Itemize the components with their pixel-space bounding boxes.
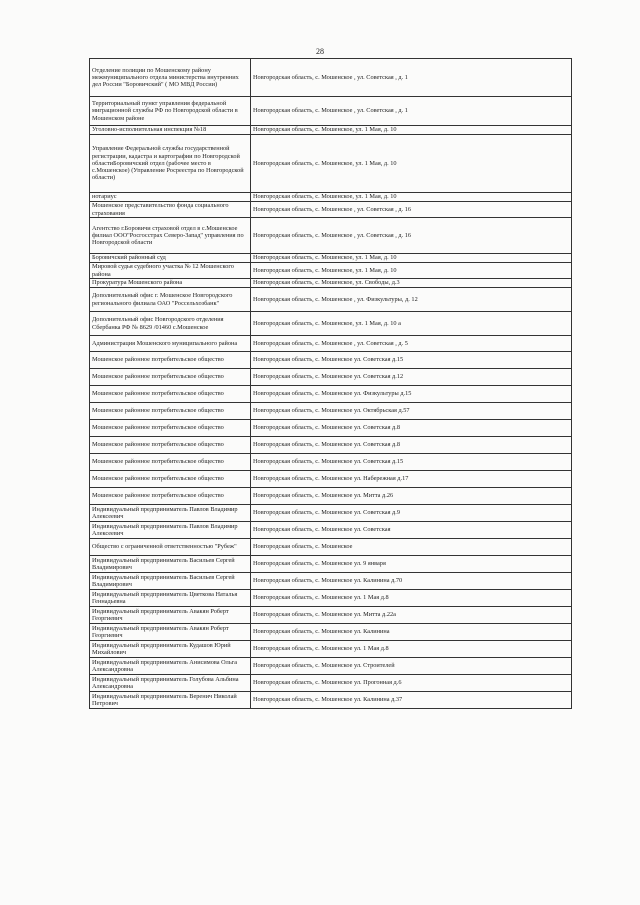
address-cell: Новгородская область, с. Мошенское ул. Советская д.8 <box>251 437 572 454</box>
address-cell: Новгородская область, с. Мошенское ул. Советская д.15 <box>251 352 572 369</box>
address-cell: Новгородская область, с. Мошенское, ул. 1 Мая, д. 10 <box>251 135 572 193</box>
address-cell: Новгородская область, с. Мошенское , ул. Физкультуры, д. 12 <box>251 288 572 312</box>
organization-name-cell: Дополнительный офис Новгородского отделения Сбербанка РФ № 8629 /01460 с.Мошенское <box>90 312 251 336</box>
address-cell: Новгородская область, с. Мошенское, ул. 1 Мая, д. 10 <box>251 263 572 279</box>
table-row <box>90 539 572 556</box>
table-row <box>90 126 572 135</box>
table-row <box>90 607 572 624</box>
organization-name-cell: Индивидуальный предприниматель Авакян Роберт Георгиевич <box>90 624 251 641</box>
address-cell: Новгородская область, с. Мошенское ул. Советская д.12 <box>251 369 572 386</box>
organization-name-cell: Уголовно-исполнительная инспекция №18 <box>90 126 251 135</box>
table-row <box>90 254 572 263</box>
table-row <box>90 403 572 420</box>
organization-name-cell: Индивидуальный предприниматель Цветкова Наталья Геннадьевна <box>90 590 251 607</box>
address-cell: Новгородская область, с. Мошенское ул. Советская д.9 <box>251 505 572 522</box>
table-row <box>90 386 572 403</box>
address-cell: Новгородская область, с. Мошенское ул. Физкультуры д.15 <box>251 386 572 403</box>
address-cell: Новгородская область, с. Мошенское, ул. Свободы, д.3 <box>251 279 572 288</box>
table-row <box>90 352 572 369</box>
organization-name-cell: Боровичский районный суд <box>90 254 251 263</box>
organizations-table-body <box>90 59 572 709</box>
table-row <box>90 263 572 279</box>
address-cell: Новгородская область, с. Мошенское ул. Советская <box>251 522 572 539</box>
address-cell: Новгородская область, с. Мошенское ул. 9 января <box>251 556 572 573</box>
table-row <box>90 193 572 202</box>
address-cell: Новгородская область, с. Мошенское ул. Калинина д.37 <box>251 692 572 709</box>
organization-name-cell: Мировой судья судебного участка № 12 Мошенского района <box>90 263 251 279</box>
organization-name-cell: Прокуратура Мошенского района <box>90 279 251 288</box>
address-cell: Новгородская область, с. Мошенское ул. 1 Мая д.8 <box>251 590 572 607</box>
organization-name-cell: Индивидуальный предприниматель Павлов Владимир Алексеевич <box>90 505 251 522</box>
organization-name-cell: Индивидуальный предприниматель Васильев Сергей Владимирович <box>90 556 251 573</box>
table-row <box>90 437 572 454</box>
table-row <box>90 522 572 539</box>
address-cell: Новгородская область, с. Мошенское, ул. 1 Мая, д. 10 <box>251 126 572 135</box>
organization-name-cell: Индивидуальный предприниматель Веренич Николай Петрович <box>90 692 251 709</box>
table-row <box>90 471 572 488</box>
organization-name-cell: Мошенское районное потребительское общество <box>90 369 251 386</box>
table-row <box>90 135 572 193</box>
table-row <box>90 675 572 692</box>
table-row <box>90 97 572 126</box>
table-row <box>90 312 572 336</box>
organization-name-cell: Мошенское районное потребительское общество <box>90 471 251 488</box>
table-row <box>90 641 572 658</box>
organization-name-cell: Дополнительный офис г. Мошенское Новгородского регионального филиала ОАО "Россельхозбанк" <box>90 288 251 312</box>
table-row <box>90 218 572 254</box>
address-cell: Новгородская область, с. Мошенское ул. Калинина <box>251 624 572 641</box>
organization-name-cell: Индивидуальный предприниматель Авакян Роберт Георгиевич <box>90 607 251 624</box>
address-cell: Новгородская область, с. Мошенское , ул. Советская , д. 16 <box>251 202 572 218</box>
organizations-table <box>89 58 572 709</box>
address-cell: Новгородская область, с. Мошенское ул. 1 Мая д.8 <box>251 641 572 658</box>
organization-name-cell: Мошенское районное потребительское общество <box>90 437 251 454</box>
organization-name-cell: Агентство г.Боровичи страховой отдел в с.Мошенское филиал ООО"Росгосстрах Северо-Запад" управления по Новгородской области <box>90 218 251 254</box>
organization-name-cell: Мошенское районное потребительское общество <box>90 420 251 437</box>
organization-name-cell: Мошенское районное потребительское общество <box>90 488 251 505</box>
table-row <box>90 202 572 218</box>
table-row <box>90 573 572 590</box>
organization-name-cell: Индивидуальный предприниматель Анисимова Ольга Александровна <box>90 658 251 675</box>
address-cell: Новгородская область, с. Мошенское, ул. 1 Мая, д. 10 а <box>251 312 572 336</box>
address-cell: Новгородская область, с. Мошенское ул. Прогонная д.6 <box>251 675 572 692</box>
address-cell: Новгородская область, с. Мошенское ул. Советская д.8 <box>251 420 572 437</box>
table-row <box>90 488 572 505</box>
address-cell: Новгородская область, с. Мошенское ул. Набережная д.17 <box>251 471 572 488</box>
organization-name-cell: Территориальный пункт управления федеральной миграционной службы РФ по Новгородской области в Мошенском районе <box>90 97 251 126</box>
table-row <box>90 624 572 641</box>
table-row <box>90 590 572 607</box>
table-row <box>90 369 572 386</box>
organization-name-cell: Управление Федеральной службы государственной регистрации, кадастра и картографии по Новгородской областиБоровичский отдел (рабочее место в с.Мошенское) (Управление Росреестра по Новгородской области) <box>90 135 251 193</box>
address-cell: Новгородская область, с. Мошенское <box>251 539 572 556</box>
organization-name-cell: Мошенское районное потребительское общество <box>90 386 251 403</box>
organization-name-cell: Общество с ограниченной ответственностью "Рубеж" <box>90 539 251 556</box>
address-cell: Новгородская область, с. Мошенское ул. Митта д.26 <box>251 488 572 505</box>
address-cell: Новгородская область, с. Мошенское, ул. 1 Мая, д. 10 <box>251 254 572 263</box>
organization-name-cell: Мошенское районное потребительское общество <box>90 454 251 471</box>
address-cell: Новгородская область, с. Мошенское ул. Советская д.15 <box>251 454 572 471</box>
table-row <box>90 59 572 97</box>
table-row <box>90 420 572 437</box>
organization-name-cell: Мошенское районное потребительское общество <box>90 352 251 369</box>
organization-name-cell: Индивидуальный предприниматель Васильев Сергей Владимирович <box>90 573 251 590</box>
address-cell: Новгородская область, с. Мошенское ул. Митта д.22а <box>251 607 572 624</box>
organization-name-cell: Индивидуальный предприниматель Павлов Владимир Алексеевич <box>90 522 251 539</box>
table-row <box>90 454 572 471</box>
organization-name-cell: Индивидуальный предприниматель Кудашов Юрий Михайлович <box>90 641 251 658</box>
address-cell: Новгородская область, с. Мошенское , ул. Советская , д. 1 <box>251 59 572 97</box>
page-number: 28 <box>316 47 324 56</box>
organization-name-cell: Администрация Мошенского муниципального района <box>90 336 251 352</box>
address-cell: Новгородская область, с. Мошенское ул. Строителей <box>251 658 572 675</box>
address-cell: Новгородская область, с. Мошенское, ул. 1 Мая, д. 10 <box>251 193 572 202</box>
table-row <box>90 505 572 522</box>
address-cell: Новгородская область, с. Мошенское , ул. Советская , д. 1 <box>251 97 572 126</box>
organization-name-cell: Отделение полиции по Мошенскому району межмуниципального отдела министерства внутренних дел России "Боровичский" ( МО МВД России) <box>90 59 251 97</box>
table-row <box>90 658 572 675</box>
organization-name-cell: нотариус <box>90 193 251 202</box>
organization-name-cell: Мошенское районное потребительское общество <box>90 403 251 420</box>
address-cell: Новгородская область, с. Мошенское , ул. Советская , д. 16 <box>251 218 572 254</box>
address-cell: Новгородская область, с. Мошенское ул. Октябрьская д.57 <box>251 403 572 420</box>
address-cell: Новгородская область, с. Мошенское ул. Калинина д.70 <box>251 573 572 590</box>
table-row <box>90 336 572 352</box>
table-row <box>90 556 572 573</box>
organization-name-cell: Индивидуальный предприниматель Голубова Альбина Александровна <box>90 675 251 692</box>
address-cell: Новгородская область, с. Мошенское , ул. Советская , д. 5 <box>251 336 572 352</box>
table-row <box>90 288 572 312</box>
organization-name-cell: Мошенское представительство фонда социального страхования <box>90 202 251 218</box>
table-row <box>90 279 572 288</box>
table-row <box>90 692 572 709</box>
